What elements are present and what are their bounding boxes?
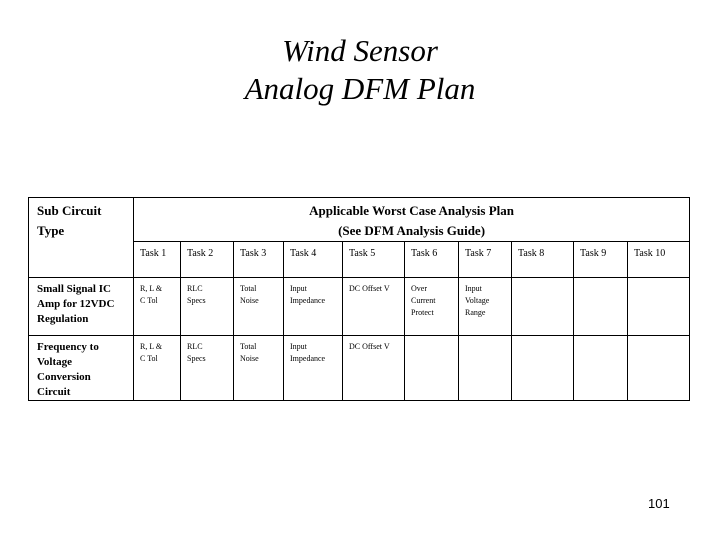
task-header-8: Task 8 [512,242,574,278]
task-cell [574,336,628,401]
task-cell: Input Impedance [284,336,343,401]
task-cell [512,278,574,336]
slide-title [0,32,720,108]
task-cell: DC Offset V [343,278,405,336]
page-number: 101 [648,496,670,511]
task-cell: RLC Specs [181,278,234,336]
task-header-1: Task 1 [134,242,181,278]
sub-circuit-label: Small Signal IC Amp for 12VDC Regulation [29,278,134,336]
title-line-2: Analog DFM Plan [244,71,476,106]
task-cell: Input Voltage Range [459,278,512,336]
task-cell: Over Current Protect [405,278,459,336]
dfm-plan-table [28,197,690,401]
task-cell [574,278,628,336]
task-header-9: Task 9 [574,242,628,278]
task-cell: RLC Specs [181,336,234,401]
table-row [29,278,690,336]
task-cell: R, L & C Tol [134,278,181,336]
task-cell: Input Impedance [284,278,343,336]
title-line-1: Wind Sensor [282,33,438,68]
analysis-plan-header: Applicable Worst Case Analysis Plan (See DFM Analysis Guide) [134,198,690,242]
task-cell [512,336,574,401]
task-header-4: Task 4 [284,242,343,278]
task-cell [628,336,690,401]
task-header-3: Task 3 [234,242,284,278]
table-header-row [29,198,690,242]
task-cell [628,278,690,336]
task-header-2: Task 2 [181,242,234,278]
task-header-10: Task 10 [628,242,690,278]
task-cell: Total Noise [234,336,284,401]
task-cell: Total Noise [234,278,284,336]
task-cell: R, L & C Tol [134,336,181,401]
task-cell [405,336,459,401]
task-header-5: Task 5 [343,242,405,278]
task-cell [459,336,512,401]
sub-circuit-type-header: Sub Circuit Type [29,198,134,278]
table-row [29,336,690,401]
sub-circuit-label: Frequency to Voltage Conversion Circuit [29,336,134,401]
task-header-6: Task 6 [405,242,459,278]
task-cell: DC Offset V [343,336,405,401]
task-header-7: Task 7 [459,242,512,278]
